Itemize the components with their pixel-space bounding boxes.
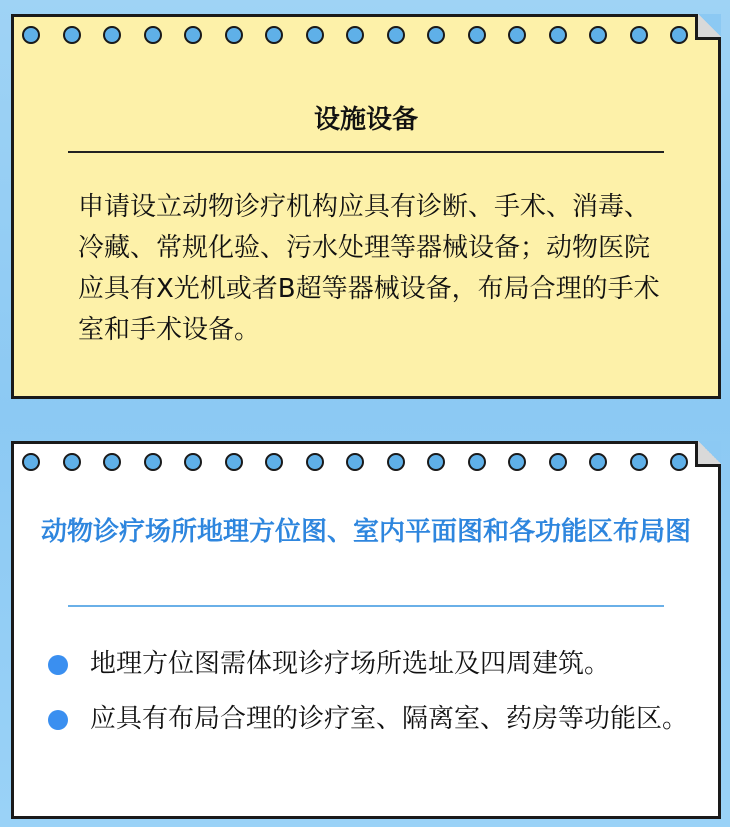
hole-icon <box>144 453 162 471</box>
hole-icon <box>468 26 486 44</box>
hole-icon <box>225 26 243 44</box>
hole-icon <box>184 26 202 44</box>
hole-icon <box>346 26 364 44</box>
divider <box>68 151 664 153</box>
hole-icon <box>22 26 40 44</box>
hole-icon <box>306 453 324 471</box>
hole-icon <box>427 453 445 471</box>
corner-fold-icon <box>695 441 721 467</box>
hole-icon <box>144 26 162 44</box>
hole-icon <box>589 26 607 44</box>
list-item-text: 应具有布局合理的诊疗室、隔离室、药房等功能区。 <box>90 704 689 734</box>
hole-icon <box>670 26 688 44</box>
hole-icon <box>265 26 283 44</box>
binder-holes <box>22 26 688 46</box>
hole-icon <box>549 26 567 44</box>
corner-fold-icon <box>695 14 721 40</box>
binder-holes <box>22 453 688 473</box>
hole-icon <box>468 453 486 471</box>
hole-icon <box>630 453 648 471</box>
bullet-dot-icon <box>48 655 68 675</box>
layout-map-card <box>11 441 721 819</box>
divider <box>68 605 664 607</box>
hole-icon <box>630 26 648 44</box>
list-item-text: 地理方位图需体现诊疗场所选址及四周建筑。 <box>90 649 611 679</box>
card-paragraph: 申请设立动物诊疗机构应具有诊断、手术、消毒、冷藏、常规化验、污水处理等器械设备；动物医院应具有X光机或者B超等器械设备，布局合理的手术室和手术设备。 <box>78 192 660 345</box>
hole-icon <box>346 453 364 471</box>
hole-icon <box>225 453 243 471</box>
card-title: 设施设备 <box>313 105 418 135</box>
hole-icon <box>63 453 81 471</box>
hole-icon <box>63 26 81 44</box>
hole-icon <box>22 453 40 471</box>
hole-icon <box>589 453 607 471</box>
bullet-list <box>48 644 688 754</box>
hole-icon <box>306 26 324 44</box>
hole-icon <box>265 453 283 471</box>
list-item <box>48 644 688 685</box>
hole-icon <box>103 26 121 44</box>
hole-icon <box>103 453 121 471</box>
bullet-dot-icon <box>48 710 68 730</box>
hole-icon <box>508 26 526 44</box>
hole-icon <box>387 453 405 471</box>
hole-icon <box>387 26 405 44</box>
list-item <box>48 699 688 740</box>
hole-icon <box>184 453 202 471</box>
hole-icon <box>427 26 445 44</box>
hole-icon <box>508 453 526 471</box>
card-title: 动物诊疗场所地理方位图、室内平面图和各功能区布局图 <box>40 517 691 547</box>
hole-icon <box>670 453 688 471</box>
facilities-card <box>11 14 721 399</box>
hole-icon <box>549 453 567 471</box>
